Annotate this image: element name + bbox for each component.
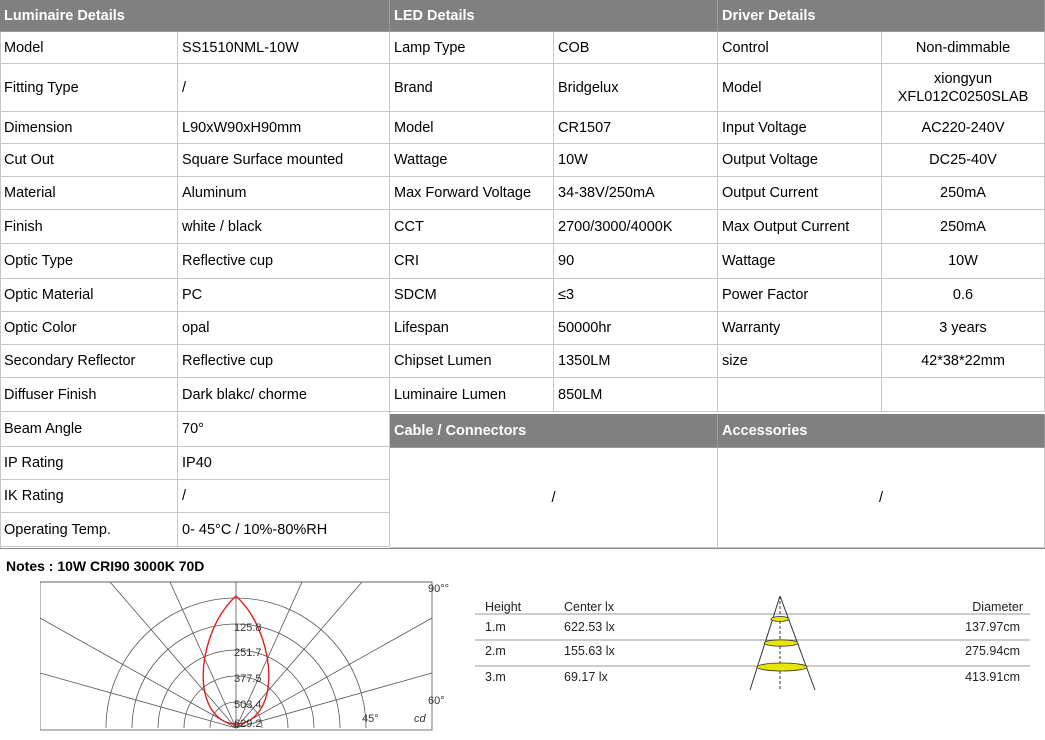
row1-diameter: 137.97cm — [965, 620, 1020, 634]
led-label: SDCM — [390, 279, 554, 312]
notes-text: Notes : 10W CRI90 3000K 70D — [6, 558, 205, 574]
led-label: Max Forward Voltage — [390, 177, 554, 210]
luminaire-label: Material — [0, 177, 178, 210]
light-cone-icon — [750, 596, 815, 690]
driver-label: Output Voltage — [718, 144, 882, 177]
unit-label: cd — [414, 713, 426, 725]
row1-height: 1.m — [485, 620, 506, 634]
luminaire-label: Dimension — [0, 112, 178, 144]
driver-value-line2: XFL012C0250SLAB — [897, 88, 1029, 105]
angle-label-90: 90°° — [428, 583, 450, 595]
accessories-value: / — [718, 448, 1045, 548]
luminaire-value: Dark blakc/ chorme — [178, 378, 390, 412]
col-height: Height — [485, 600, 522, 614]
driver-label: Output Current — [718, 177, 882, 210]
luminaire-label: Fitting Type — [0, 64, 178, 112]
led-value: 850LM — [554, 378, 718, 412]
driver-value: 3 years — [882, 312, 1045, 345]
driver-label: Control — [718, 32, 882, 64]
row3-diameter: 413.91cm — [965, 670, 1020, 684]
led-label: Lamp Type — [390, 32, 554, 64]
luminaire-value: IP40 — [178, 447, 390, 480]
driver-value: 250mA — [882, 177, 1045, 210]
row2-diameter: 275.94cm — [965, 644, 1020, 658]
luminaire-value: 0- 45°C / 10%-80%RH — [178, 513, 390, 547]
col-diameter: Diameter — [972, 600, 1023, 614]
luminaire-label: Operating Temp. — [0, 513, 178, 547]
led-label: Lifespan — [390, 312, 554, 345]
luminaire-value: / — [178, 64, 390, 112]
luminaire-label: Model — [0, 32, 178, 64]
luminaire-label: Secondary Reflector — [0, 345, 178, 378]
driver-label: Wattage — [718, 244, 882, 279]
luminaire-value: 70° — [178, 412, 390, 447]
led-value: 50000hr — [554, 312, 718, 345]
led-value: CR1507 — [554, 112, 718, 144]
header-led-details: LED Details — [390, 0, 718, 32]
led-label: Luminaire Lumen — [390, 378, 554, 412]
luminaire-label: Diffuser Finish — [0, 378, 178, 412]
row2-center: 155.63 lx — [564, 644, 615, 658]
driver-label: Model — [718, 64, 882, 112]
polar-label-4: 503.4 — [234, 699, 262, 711]
driver-label: Max Output Current — [718, 210, 882, 244]
polar-distribution-diagram — [40, 578, 460, 740]
luminaire-value: Aluminum — [178, 177, 390, 210]
led-label: Chipset Lumen — [390, 345, 554, 378]
luminaire-value: Reflective cup — [178, 345, 390, 378]
row1-center: 622.53 lx — [564, 620, 615, 634]
cable-value: / — [390, 448, 718, 548]
luminaire-label: Optic Color — [0, 312, 178, 345]
driver-value — [882, 64, 1045, 112]
driver-value: 42*38*22mm — [882, 345, 1045, 378]
led-label: Wattage — [390, 144, 554, 177]
luminaire-label: Optic Material — [0, 279, 178, 312]
luminaire-label: IP Rating — [0, 447, 178, 480]
led-value: 34-38V/250mA — [554, 177, 718, 210]
driver-label-empty — [718, 378, 882, 412]
luminaire-label: Beam Angle — [0, 412, 178, 447]
row2-height: 2.m — [485, 644, 506, 658]
driver-value: 250mA — [882, 210, 1045, 244]
driver-label: Input Voltage — [718, 112, 882, 144]
angle-label-45: 45° — [362, 713, 379, 725]
led-label: CRI — [390, 244, 554, 279]
polar-label-2: 251.7 — [234, 647, 262, 659]
led-value: COB — [554, 32, 718, 64]
luminaire-value: SS1510NML-10W — [178, 32, 390, 64]
driver-value: 10W — [882, 244, 1045, 279]
luminaire-value: L90xW90xH90mm — [178, 112, 390, 144]
luminaire-value: Reflective cup — [178, 244, 390, 279]
luminaire-value: PC — [178, 279, 390, 312]
led-value: Bridgelux — [554, 64, 718, 112]
driver-value-line1: xiongyun — [933, 70, 993, 87]
angle-label-60: 60° — [428, 695, 445, 707]
row3-height: 3.m — [485, 670, 506, 684]
section-divider — [0, 548, 1045, 549]
polar-label-3: 377.5 — [234, 673, 262, 685]
led-label: CCT — [390, 210, 554, 244]
luminaire-label: Finish — [0, 210, 178, 244]
header-driver-details: Driver Details — [718, 0, 1045, 32]
luminaire-value: Square Surface mounted — [178, 144, 390, 177]
led-value: 1350LM — [554, 345, 718, 378]
col-center-lx: Center lx — [564, 600, 615, 614]
led-value: 10W — [554, 144, 718, 177]
header-cable-connectors: Cable / Connectors — [390, 414, 718, 448]
led-label: Model — [390, 112, 554, 144]
luminaire-value: / — [178, 480, 390, 513]
led-value: 90 — [554, 244, 718, 279]
driver-value: 0.6 — [882, 279, 1045, 312]
header-luminaire-details: Luminaire Details — [0, 0, 390, 32]
luminaire-value: opal — [178, 312, 390, 345]
luminaire-label: IK Rating — [0, 480, 178, 513]
led-value: 2700/3000/4000K — [554, 210, 718, 244]
led-label: Brand — [390, 64, 554, 112]
driver-value: AC220-240V — [882, 112, 1045, 144]
luminaire-label: Optic Type — [0, 244, 178, 279]
driver-value: DC25-40V — [882, 144, 1045, 177]
illuminance-diagram — [470, 590, 1035, 700]
polar-label-1: 125.8 — [234, 622, 262, 634]
polar-label-5: 629.2 — [234, 718, 262, 730]
driver-label: Power Factor — [718, 279, 882, 312]
illuminance-rules — [475, 614, 1030, 666]
luminaire-label: Cut Out — [0, 144, 178, 177]
header-accessories: Accessories — [718, 414, 1045, 448]
luminaire-value: white / black — [178, 210, 390, 244]
driver-value-empty — [882, 378, 1045, 412]
driver-label: size — [718, 345, 882, 378]
driver-value: Non-dimmable — [882, 32, 1045, 64]
led-value: ≤3 — [554, 279, 718, 312]
row3-center: 69.17 lx — [564, 670, 608, 684]
driver-label: Warranty — [718, 312, 882, 345]
